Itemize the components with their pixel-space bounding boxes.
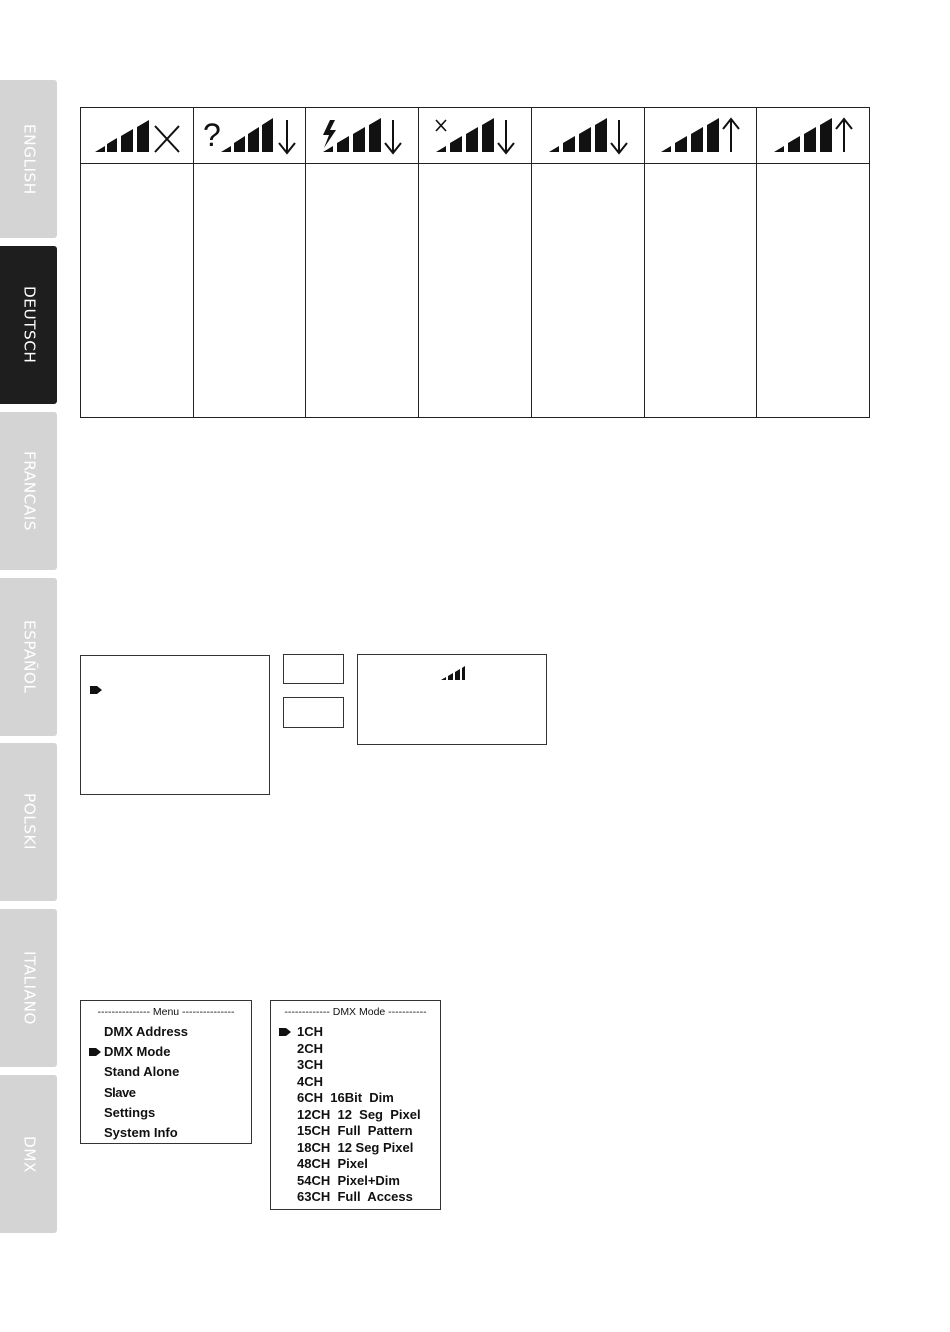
signal-header [306, 108, 418, 164]
tab-dmx[interactable] [0, 1075, 57, 1233]
pointer-arrow-icon [89, 1048, 101, 1056]
button-box-upper[interactable] [283, 654, 344, 684]
dmx-mode-item[interactable]: 63CH Full Access [297, 1189, 413, 1204]
dmx-mode-header: ------------- DMX Mode ----------- [284, 1006, 427, 1018]
tab-label: ITALIANO [19, 951, 38, 1025]
signal-column [419, 108, 532, 417]
pointer-arrow-icon [279, 1028, 291, 1036]
signal-x-down-icon [432, 116, 518, 156]
button-box-lower[interactable] [283, 697, 344, 728]
dmx-mode-item[interactable]: 6CH 16Bit Dim [297, 1090, 394, 1105]
menu-item-dmx-address[interactable]: DMX Address [104, 1024, 189, 1039]
signal-bars-4-x-icon [91, 116, 183, 156]
signal-header [532, 108, 644, 164]
menu-item-settings[interactable]: Settings [104, 1105, 156, 1120]
tab-label: POLSKI [19, 793, 38, 851]
dmx-mode-item[interactable]: 15CH Full Pattern [297, 1123, 413, 1138]
tab-espanol[interactable] [0, 578, 57, 736]
dmx-mode-item[interactable]: 3CH [297, 1057, 324, 1072]
signal-bars-down-icon [545, 116, 631, 156]
signal-column [532, 108, 645, 417]
signal-column [645, 108, 758, 417]
signal-header [757, 108, 869, 164]
signal-column [757, 108, 869, 417]
dmx-mode-item[interactable]: 4CH [297, 1074, 324, 1089]
svg-text:?: ? [202, 116, 221, 153]
tab-label: DEUTSCH [19, 286, 38, 364]
tab-italiano[interactable] [0, 909, 57, 1067]
menu-item-stand-alone[interactable]: Stand Alone [104, 1064, 180, 1079]
menu-header: --------------- Menu --------------- [97, 1006, 235, 1018]
main-menu-display [80, 1000, 252, 1144]
signal-status-table [80, 107, 870, 418]
tab-francais[interactable] [0, 412, 57, 570]
signal-column [194, 108, 307, 417]
signal-bars-up-2-icon [770, 116, 856, 156]
dmx-mode-item[interactable]: 12CH 12 Seg Pixel [297, 1107, 421, 1122]
tab-label: ENGLISH [19, 123, 38, 195]
signal-small-icon [440, 665, 466, 681]
tab-polski[interactable] [0, 743, 57, 901]
dmx-mode-item[interactable]: 1CH [297, 1024, 324, 1039]
signal-flash-down-icon [319, 116, 405, 156]
dmx-mode-item[interactable]: 18CH 12 Seg Pixel [297, 1140, 414, 1155]
menu-item-dmx-mode[interactable]: DMX Mode [104, 1044, 171, 1059]
display-menu-box [80, 655, 270, 795]
signal-header [81, 108, 193, 164]
signal-question-down-icon [201, 116, 299, 156]
tab-english[interactable] [0, 80, 57, 238]
tab-deutsch[interactable] [0, 246, 57, 404]
display-status-box [357, 654, 547, 745]
menu-item-slave[interactable]: Slave [104, 1085, 136, 1100]
signal-header [194, 108, 306, 164]
signal-header [419, 108, 531, 164]
tab-label: FRANCAIS [19, 451, 38, 531]
dmx-mode-item[interactable]: 2CH [297, 1041, 324, 1056]
menu-item-system-info[interactable]: System Info [104, 1125, 178, 1140]
tab-label: DMX [19, 1135, 38, 1173]
signal-bars-up-icon [657, 116, 743, 156]
dmx-mode-display [270, 1000, 441, 1210]
pointer-arrow-icon [90, 686, 102, 694]
dmx-mode-item[interactable]: 54CH Pixel+Dim [297, 1173, 400, 1188]
tab-label: ESPAÑOL [19, 620, 38, 694]
signal-column [81, 108, 194, 417]
signal-column [306, 108, 419, 417]
signal-header [645, 108, 757, 164]
dmx-mode-item[interactable]: 48CH Pixel [297, 1156, 368, 1171]
